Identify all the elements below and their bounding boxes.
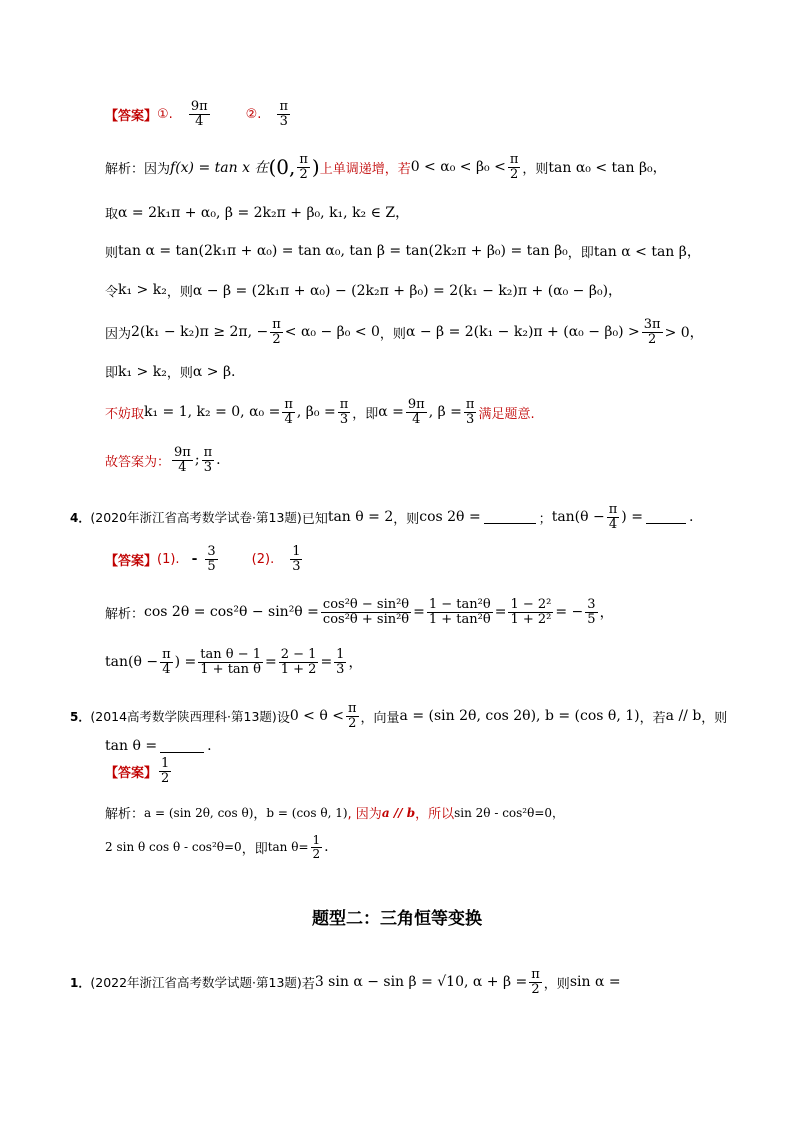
solution-line-6: 即 k₁ > k₂ ，则 α > β. bbox=[105, 363, 236, 381]
q4-solution-2: tan(θ − $\frac{\pi}{4}$ ) = $\frac{\text{tan θ − 1}}{\text{1 + tan θ}}$ = $\frac{2 - 1}{1 + 2}$ = $\frac{1}{3}$ ， bbox=[105, 647, 363, 677]
question-1: 1． (2022年浙江省高考数学试题·第13题) 若 3 sin α − sin β = √10, α + β = $\frac{\pi}{2}$ ，则 sin α = bbox=[70, 967, 621, 997]
answer-tag: 【答案】 bbox=[105, 108, 158, 124]
q5-solution-1: 解析： a = (sin 2θ, cos θ) ， b = (cos θ, 1) , 因为 a // b ，所以 sin 2θ - cos²θ=0， bbox=[105, 805, 565, 822]
solution-line-2: 取 α = 2k₁π + α₀, β = 2k₂π + β₀, k₁, k₂ ∈ Z， bbox=[105, 205, 410, 222]
q5-line-2: tan θ = . bbox=[105, 738, 212, 754]
q4-answer: 【答案】 (1). - $\frac{3}{5}$ (2). $\frac{1}{3}$ bbox=[105, 544, 301, 574]
answer-fraction-2: $\frac{\pi}{3}$ bbox=[279, 99, 288, 129]
q4-solution-1: 解析： cos 2θ = cos²θ − sin²θ = $\frac{\text{cos²θ − sin²θ}}{\text{cos²θ + sin²θ}}$ = $\frac{\text{1 − tan²θ}}{\text{1 + tan²θ}}$ = $\frac{\text{1 − 2²}}{\text{1 + 2²}}$ = − $\frac{3}{5}$ ， bbox=[105, 597, 614, 627]
section-title: 题型二：三角恒等变换 bbox=[312, 909, 482, 929]
solution-line-3: 则 tan α = tan(2k₁π + α₀) = tan α₀, tan β = tan(2k₂π + β₀) = tan β₀ ，即 tan α < tan β， bbox=[105, 243, 701, 261]
solution-line-8: 故答案为： $\frac{9\pi}{4}$ ; $\frac{\pi}{3}$ . bbox=[105, 445, 221, 475]
answer-blank bbox=[484, 511, 536, 524]
solution-line-7: 不妨取 k₁ = 1, k₂ = 0, α₀ = $\frac{\pi}{4}$ , β₀ = $\frac{\pi}{3}$ ，即 α = $\frac{9\pi}{4}$ , β = $\frac{\pi}{3}$ 满足题意. bbox=[105, 397, 535, 427]
answer-blank bbox=[646, 511, 686, 524]
answer-blank bbox=[160, 740, 204, 753]
answer-mark-2: ②. bbox=[245, 106, 262, 122]
q5-solution-2: 2 sin θ cos θ - cos²θ=0 ，即 tan θ= $\frac{1}{2}$ . bbox=[105, 833, 329, 861]
q5-answer: 【答案】 $\frac{1}{2}$ bbox=[105, 756, 170, 786]
solution-line-4: 令 k₁ > k₂ ，则 α − β = (2k₁π + α₀) − (2k₂π + β₀) = 2(k₁ − k₂)π + (α₀ − β₀)， bbox=[105, 282, 623, 300]
solution-line-1: 解析：因为 f(x) = tan x 在 (0, $\frac{\pi}{2}$ ) 上单调递增，若 0 < α₀ < β₀ < $\frac{\pi}{2}$ ，则 tan α₀ < tan β₀， bbox=[105, 152, 667, 182]
answer-mark-1: ①. bbox=[157, 106, 173, 122]
answer-line-1 bbox=[105, 100, 292, 128]
answer-fraction-1: $\frac{9\pi}{4}$ bbox=[190, 99, 208, 129]
question-4: 4． (2020年浙江省高考数学试卷·第13题) 已知 tan θ = 2 ，则 cos 2θ = ； tan(θ − $\frac{\pi}{4}$ ) = . bbox=[70, 502, 694, 532]
solution-line-5: 因为 2(k₁ − k₂)π ≥ 2π, − $\frac{\pi}{2}$ < α₀ − β₀ < 0 ，则 α − β = 2(k₁ − k₂)π + (α₀ − β₀) > $\frac{3\pi}{2}$ > 0， bbox=[105, 317, 704, 347]
question-5: 5． (2014高考数学陕西理科·第13题) 设 0 < θ < $\frac{\pi}{2}$ ，向量 a = (sin 2θ, cos 2θ), b = (cos θ, 1) ，若 a // b ，则 bbox=[70, 701, 728, 731]
